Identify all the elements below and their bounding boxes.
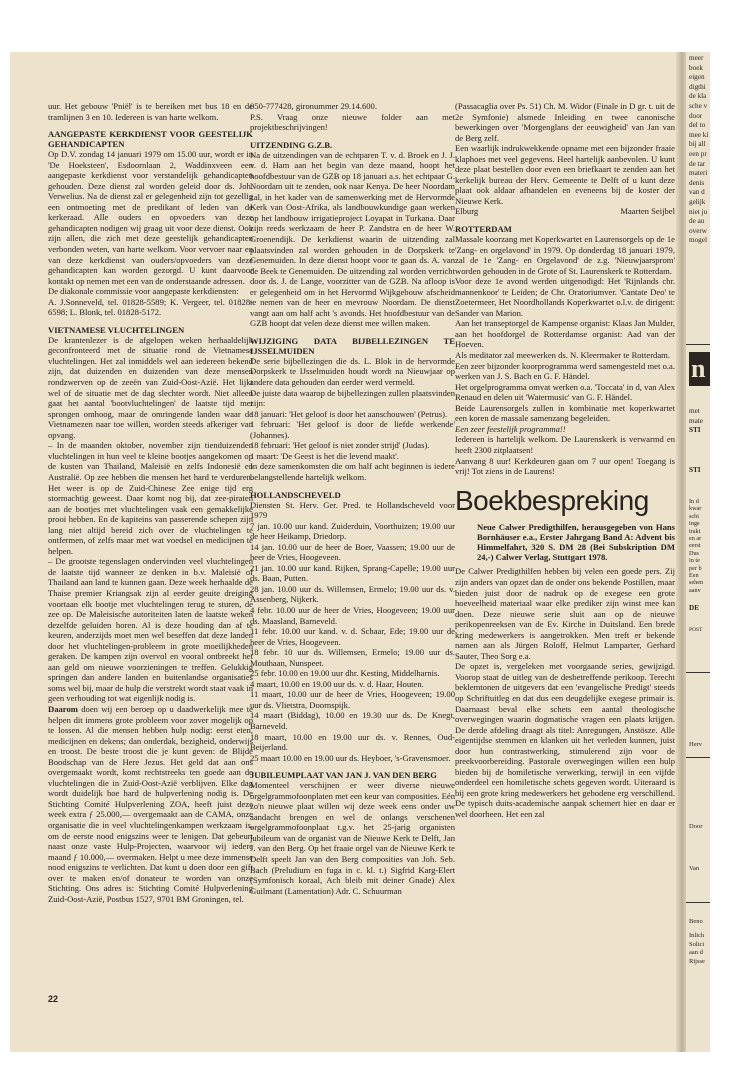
paragraph: Voor deze 1e avond werden uitgenodigd: Het 'Rijnlands chr. mannenkoor' te Leiden; de Chr. Oratoriumver. 'Cantate Deo' te Zoetermeer, Het Noordhollands Koperkwartet o.l.v. de dirigent: Sander van Marion.: [455, 276, 675, 318]
edge-ad-letter: n: [691, 354, 706, 383]
heading-uitzending-gzb: UITZENDING G.Z.B.: [250, 139, 333, 150]
edge-fragment: niet ju: [689, 207, 708, 216]
edge-ad-divider: [686, 344, 710, 345]
list-item: 1 maart: 'De Geest is het die levend maakt'.: [250, 450, 399, 461]
edge-fragment: schi: [689, 512, 699, 520]
edge-fragment: Inlich: [689, 932, 705, 940]
adjacent-page-edge: [686, 52, 710, 1052]
edge-text-block: [689, 54, 710, 246]
paragraph: – In de maanden oktober, november zijn tienduizenden vluchtelingen in hun veel te kleine bootjes aangekomen op de kusten van Thailand, Maleisië en zelfs Indonesië en Australië. Op zee hebben die mensen het hard te verduren. Het weer is op de Zuid-Chinese Zee enige tijd erg stormachtig geweest. Daar komt nog bij, dat zee-piraten aan de bootjes met vluchtelingen vaak een gemakkelijke prooi hebben. En de kapiteins van passerende schepen zijn lang niet altijd bereid zich over de vluchtelingen te ontfermen, of zelfs maar met wat voedsel en medicijnen te helpen.: [48, 440, 253, 556]
edge-fragment: de tar: [689, 159, 706, 168]
paragraph-text: doen wij een beroep op u daadwerkelijk mee te helpen dit immens grote probleem voor zover mogelijk op te lossen. Al die mensen hebben hulp nodig: eerst eten, medicijnen en dekens; dan onderdak, bezigheid, onderwijs en troost. De beste troost die je kunt geven: de Blijde Boodschap van de Here Jezus. Het geld dat aan ons overgemaakt wordt, komt rechtstreeks ten goede aan de vluchtelingen die in Zuid-Oost-Azië verblijven. Elke dag wordt duidelijk hoe hard de hulpverlening nodig is. De Stichting Comité Hulpverlening ZOA, heeft juist deze week extra ƒ 25.000,— overgemaakt aan de CAMA, onze organisatie die in veel vluchtelingenkampen werkzaam is, om de eerste nood enigszins weer te lenigen. Dat gebeurt naast onze vaste Hulp-Projecten, waarvoor wij iedere maand ƒ 10.000,— overmaken. Helpt u mee deze immense nood enigszins te verlichten. Dat kunt u doen door een gift over te maken en/of donateur te worden van onze Stichting. Ons adres is: Stichting Comité Hulpverlening Zuid-Oost-Azië, Postbus 1527, 9701 BM Groningen, tel.: [48, 703, 253, 904]
paragraph: De krantenlezer is de afgelopen weken herhaaldelijk geconfronteerd met de situatie rond de Vietnamese vluchtelingen. Het zal inmiddels wel aan iedereen bekend zijn, dat duizenden en duizenden van deze mensen rondzwerven op de zeeën van Zuid-Oost-Azië. Het lijkt wel of de situatie met de dag slechter wordt. Niet alleen gaat het aantal 'bootvluchtelingen' de laatste tijd met sprongen omhoog, maar de omringende landen waar de Vietnamezen naar toe willen, worden steeds afkeriger van opvang.: [48, 334, 253, 440]
paragraph: (Passacaglia over Ps. 51) Ch. M. Widor (Finale in D gr. t. uit de 2e Symfonie) alsmede Inleiding en twee canonische bewerkingen over 'Morgenglans der eeuwigheid' van Jan van de Berg zelf.: [455, 101, 675, 143]
paragraph: Diensten St. Herv. Ger. Pred. te Hollandscheveld voor 1979: [250, 499, 455, 521]
edge-fragment: eerst: [689, 542, 701, 550]
paragraph: Het orgelprogramma omvat werken o.a. 'Toccata' in d, van Alex Renaud en delen uit 'Watermusic' van G. F. Händel.: [455, 381, 675, 403]
paragraph: De juiste data waarop de bijbellezingen zullen plaatsvinden zijn:: [250, 387, 455, 409]
edge-ad-block: [689, 498, 710, 594]
edge-fragment: mate: [689, 416, 703, 425]
paragraph: Aanvang 8 uur! Kerkdeuren gaan om 7 uur open! Toegang is vrij! Tot ziens in de Laurens!: [455, 455, 675, 477]
heading-bijbellezingen: WIJZIGING DATA BIJBELLEZINGEN TE IJSSELMUIDEN: [250, 335, 455, 356]
paragraph: De opzet is, vergeleken met voorgaande series, gewijzigd. Voorop staat de uitleg van de desbetreffende perikoop. Terecht beklemtonen de uitgevers dat een 'evangelische Predigt' steeds op Schriftuitleg en dat dus een deugdelijke exegese primair is. Daarnaast beval elke schets een aantal theologische overwegingen waarin dogmatische vragen een plaats krijgen. De derde afdeling draagt als titel: Anregungen, Anstösze. Alle eigentijdse stemmen en klanken uit het verleden kunnen, juist door hun contrastwerking, stimulerend zijn voor de preekvoorbereiding. Pastorale overwegingen willen een hulp bieden bij de homiletische verwerking, terwijl in een vijfde onderdeel een homiletische schets gegeven wordt. Uiteraard is bij een grote kring medewerkers het gebodene erg verschillend. De typisch duits-academische aanpak schemert hier en daar er wel doorheen. Het een zal: [455, 661, 675, 819]
edge-fragment: materi: [689, 169, 708, 178]
edge-fragment: van d: [689, 188, 705, 197]
paragraph: Momenteel verschijnen er weer diverse nieuwe orgelgrammofoonplaten met een keur van composities. Eén zo'n nieuwe plaat willen wij deze week eens onder uw aandacht brengen en wel de onlangs verschenen orgelgrammofoonplaat t.g.v. het 25-jarig organisten jubileum van de organist van de Nieuwe Kerk te Delft, Jan J. van den Berg. Op het fraaie orgel van de Nieuwe Kerk te Delft speelt Jan van den Berg composities van Joh. Seb. Bach (Preludium en fuga in c. kl. t.) Sigfrid Karg-Elert (Symfonisch koraal, Ach bleib mit deiner Gnade) Alex Guilmant (Lamentation) Adr. C. Schuurman: [250, 780, 455, 896]
paragraph: A. J.Sonneveld, tel. 01828-5589; K. Vergeer, tel. 01828-6598; L. Blonk, tel. 01828-5172.: [48, 296, 253, 318]
edge-fragment: Solici: [689, 940, 705, 948]
edge-ad-block: [689, 918, 710, 966]
paragraph: Een zeer feestelijk programma!!: [455, 423, 566, 434]
intro-paragraph: uur. Het gebouw 'Pniël' is te bereiken met bus 18 en de tramlijnen 3 en 10. Iedereen is van harte welkom.: [48, 101, 253, 122]
lead-word: Daarom: [48, 703, 78, 714]
edge-fragment: meer: [689, 54, 704, 62]
column-left: [48, 101, 253, 1029]
section-title-boekbespreking: Boekbespreking: [455, 484, 649, 516]
edge-ad-block: [689, 626, 710, 636]
heading-rotterdam: ROTTERDAM: [455, 224, 512, 235]
edge-fragment: del to: [689, 121, 706, 130]
edge-ad-divider: [686, 902, 710, 903]
paragraph: Als meditator zal meewerken ds. N. Kleermaker te Rotterdam.: [455, 350, 671, 361]
edge-fragment: inge: [689, 520, 700, 528]
list-item: 18 febr. 10 uur ds. Willemsen, Ermelo; 19.00 uur ds. Mouthaan, Nunspeet.: [250, 647, 455, 668]
edge-fragment: gelijk: [689, 197, 706, 206]
edge-fragment: boek: [689, 63, 703, 72]
paragraph: Op D.V. zondag 14 januari 1979 om 15.00 uur, wordt er in 'De Hoeksteen', Esdoornlaan 2, Waddinxveen een aangepaste kerkdienst voor verstandelijk gehandicapten gehouden. Deze dienst zal worden geleid door ds. Joh. Verwelius. Na de dienst zal er gelegenheid zijn tot gezellig een ontmoeting met de predikant of leden van de kerkeraad. Alle ouders en opvoeders van deze gehandicapten nodigen wij graag uit voor deze dienst. Ook zijn allen, die zich met deze geestelijk gehandicapten verbonden weten, van harte welkom. Voor vervoer naar en van deze kerkdienst van ouders/opvoeders van deze gehandicapten kan worden gezorgd. U kunt daarvoor kontakt op nemen met een van de onderstaande adressen.: [48, 149, 253, 286]
edge-fragment: en ar: [689, 535, 702, 543]
paragraph: 050-777428, gironummer 29.14.600.: [250, 101, 377, 111]
list-item: 18 maart, 10.00 en 19.00 uur ds. v. Rennes, Oud-Beijerland.: [250, 731, 455, 753]
edge-fragment: een pr: [689, 149, 707, 158]
edge-fragment: overw: [689, 226, 707, 235]
paragraph: Een waarlijk indrukwekkende opname met een bijzonder fraaie klaphoes met veel gegevens. Heel hartelijk aanbevolen. U kunt deze plaat bestellen door even een briefkaart te zenden aan het kerkelijk bureau der Herv. Gemeente te Delft of u kunt deze plaat ook aldaar afhandelen en eveneens bij de koster der Nieuwe Kerk.: [455, 143, 675, 206]
paragraph: – De grootste tegenslagen ondervinden veel vluchtelingen de laatste tijd wanneer ze denken in b.v. Maleisië of Thailand aan land te kunnen gaan. Deze week herhaalde de Thaise premier Kriangsak zijn al eerder geuite dreiging voortaan elk bootje met vluchtelingen terug te sturen, de zee op. De Maleisische autoriteiten laten de laatste weken dezelfde geluiden horen. Al is deze houding dan af te keuren, anderzijds moet men wel beseffen dat deze landen door het vluchtelingen-probleem in grote moeilijkheden geraken. De kampen zijn overvol en vooral ontbreekt het aan geld om nieuwe voorzieningen te treffen. Gelukkig springen dan andere landen en buitenlandse organisaties soms wel bij, maar de hulp die verstrekt wordt staat vaak in geen verhouding tot wat eigenlijk nodig is.: [48, 556, 253, 704]
paragraph: Aan het transeptorgel de Kampense organist: Klaas Jan Mulder, aan het hoofdorgel de Rotterdamse organist: Aad van der Hoeven.: [455, 318, 675, 350]
edge-fragment: Een: [689, 572, 699, 580]
list-item: 7 jan. 10.00 uur kand. Zuiderduin, Voorthuizen; 19.00 uur de heer Heikamp, Driedorp.: [250, 520, 455, 542]
edge-fragment: STI: [689, 466, 701, 474]
paragraph: Iedereen is hartelijk welkom. De Laurenskerk is verwarmd en heeft 2300 zitplaatsen!: [455, 434, 675, 455]
edge-fragment: Herv: [689, 741, 702, 748]
list-item: 4 febr. 10.00 uur de heer de Vries, Hoogeveen; 19.00 uur ds. Maasland, Barneveld.: [250, 604, 455, 626]
list-item: 11 maart, 10.00 uur de heer de Vries, Hoogeveen; 19.00 uur ds. Vlietstra, Doornspijk.: [250, 689, 455, 710]
heading-vietnamese-vluchtelingen: VIETNAMESE VLUCHTELINGEN: [48, 324, 185, 335]
heading-jubileumplaat: JUBILEUMPLAAT VAN JAN J. VAN DEN BERG: [250, 770, 437, 781]
edge-fragment: Dus: [689, 549, 699, 557]
edge-fragment: met: [689, 407, 700, 415]
edge-ad-logo: [689, 352, 710, 386]
edge-ad-divider: [686, 757, 710, 758]
edge-fragment: per b: [689, 564, 702, 572]
edge-fragment: de au: [689, 217, 705, 226]
edge-ad-divider: [686, 672, 710, 673]
list-item: 14 maart (Biddag), 10.00 en 19.30 uur ds. De Knegt, Barneveld.: [250, 710, 455, 731]
list-item: 21 jan. 10.00 uur kand. Rijken, Sprang-Capelle; 19.00 uur ds. Baan, Putten.: [250, 562, 455, 584]
list-item: 1 februari: 'Het geloof is door de liefde werkende' (Johannes).: [250, 419, 455, 440]
edge-fragment: POST: [689, 627, 703, 633]
edge-fragment: in te: [689, 557, 700, 565]
paragraph: De diakonale commissie voor aangepaste kerkdiensten:: [48, 286, 239, 297]
edge-ad-block: [689, 604, 710, 614]
edge-fragment: bij all: [689, 140, 706, 149]
edge-fragment: Van: [689, 865, 700, 872]
signature-place: Elburg: [455, 206, 479, 217]
paragraph: De serie bijbellezingen die ds. L. Blok in de hervormde Dorpskerk te IJsselmuiden houdt wordt na Nieuwjaar op andere data gehouden dan eerder werd vermeld.: [250, 355, 455, 388]
signature-line: [455, 206, 675, 217]
edge-fragment: aan d: [689, 949, 703, 957]
column-middle: [250, 101, 455, 1029]
paragraph: Na de uitzendingen van de echtparen T. v. d. Broek en J. J. v. d. Ham aan het begin van deze maand, hoopt het hoofdbestuur van de GZB op 18 januari a.s. het echtpaar G. Noordam uit te zenden, ook naar Kenya. De heer Noordam zal, in het kader van de samenwerking met de Hervormde Kerk van Oost-Afrika, als landbouwkundige gaan werken op het landbouw irrigatieproject Loyapat in Turkana. Daar zijn reeds werkzaam de heer P. Zandstra en de heer W. Groenendijk. De kerkdienst waarin de uitzending zal plaatsvinden zal worden gehouden in de Dorpskerk te Genemuiden. In deze dienst hoopt voor te gaan ds. A. van de Beek te Genemuiden. De uitzending zal worden verricht door ds. J. de Lange, voorzitter van de GZB. Na afloop is er gelegenheid om in het Hervormd Wijkgebouw afscheid te nemen van de heer en mevrouw Noordam. De dienst vangt aan om half acht 's avonds. Het hoofdbestuur van de GZB hoopt dat velen deze dienst mee willen maken.: [250, 149, 455, 329]
paragraph: Beide Laurensorgels zullen in kombinatie met koperkwartet een koren de massale samenzang begeleiden.: [455, 402, 675, 424]
page-gutter: [676, 52, 686, 1052]
edge-fragment: mogel: [689, 236, 707, 245]
edge-ad-block: [689, 822, 710, 832]
list-item: 28 jan. 10.00 uur ds. Willemsen, Ermelo; 19.00 uur ds. v. Assenberg, Nijkerk.: [250, 583, 455, 605]
book-title: Neue Calwer Predigthilfen, herausgegeben von Hans Bornhäuser e.a., Erster Jahrgang Band A: Advent bis Himmelfahrt, 320 S. DM 28 (Bei Subskription DM 24,-) Calwer Verlag, Stuttgart 1978.: [477, 521, 675, 563]
edge-ad-block: [689, 407, 710, 436]
edge-fragment: trakt: [689, 527, 701, 535]
newspaper-page: [10, 52, 710, 1052]
signature-name: Maarten Seijbel: [620, 206, 675, 217]
edge-fragment: eigen: [689, 73, 705, 82]
list-item: 18 januari: 'Het geloof is door het aanschouwen' (Petrus).: [250, 408, 448, 419]
list-item: 25 maart 10.00 en 19.00 uur ds. Heyboer, 's-Gravensmoer.: [250, 752, 451, 763]
paragraph: [48, 704, 253, 904]
edge-fragment: In d: [689, 498, 699, 505]
paragraph: Een zeer bijzonder koorprogramma werd samengesteld met o.a. werken van J. S. Bach en G. F. Händel.: [455, 360, 675, 382]
edge-fragment: STI: [689, 426, 701, 435]
paragraph: P.S. Vraag onze nieuwe folder aan met projektbeschrijvingen!: [250, 111, 455, 133]
edge-fragment: Door: [689, 823, 703, 830]
edge-ad-block: [689, 466, 710, 476]
paragraph: De Calwer Predigthilfen hebben bij velen een goede pers. Zij zijn anders van opzet dan de onder ons bekende Postillen, maar bieden juist door de nadruk op de exegese een grote hoeveelheid materiaal waar elke prediker zijn winst mee kan doen. Deze nieuwe serie sluit aan op de nieuwe perikopenreeksen van de Ev. Kirche in Duitsland. Een brede kring medewerkers is aangetrokken. Men treft er bekende namen aan als Jürgen Roloff, Helmut Lamparter, Gerhard Sauter, Theo Sorg e.a.: [455, 566, 675, 661]
list-item: 14 jan. 10.00 uur de heer de Boer, Vaassen; 19.00 uur de heer de Vries, Hoogeveen.: [250, 541, 455, 563]
edge-ad-block: [689, 740, 710, 750]
edge-fragment: denis: [689, 178, 705, 187]
edge-fragment: sche v: [689, 101, 708, 110]
page-number: 22: [48, 994, 59, 1004]
edge-fragment: aanv: [689, 586, 701, 594]
paragraph: Massale koorzang met Koperkwartet en Laurensorgels op de 1e 'Zang- en orgelavond' in 1979. Op donderdag 18 januari 1979, zal de 1e 'Zang- en Orgelavond' de z.g. 'Nieuwjaarsprom' worden gehouden in de Grote of St. Laurenskerk te Rotterdam.: [455, 234, 675, 276]
heading-aangepaste-kerkdienst: AANGEPASTE KERKDIENST VOOR GEESTELIJK GEHANDICAPTEN: [48, 129, 253, 150]
heading-hollandscheveld: HOLLANDSCHEVELD: [250, 489, 341, 500]
edge-fragment: Beno: [689, 918, 703, 925]
paragraph: In deze samenkomsten die om half acht beginnen is iedere belangstellende hartelijk welkom.: [250, 461, 455, 482]
column-right: [455, 101, 675, 1029]
edge-fragment: kwar: [689, 505, 702, 513]
edge-fragment: DE: [689, 604, 699, 612]
list-item: 18 februari: 'Het geloof is niet zonder strijd' (Judas).: [250, 440, 430, 451]
edge-ad-block: [689, 864, 710, 874]
edge-fragment: de kla: [689, 92, 707, 101]
list-item: 11 febr. 10.00 uur kand. v. d. Schaar, Ede; 19.00 uur de heer de Vries, Hoogeveen.: [250, 626, 455, 647]
edge-fragment: door: [689, 111, 703, 120]
edge-fragment: Rijsse: [689, 957, 705, 965]
list-item: 25 febr. 10.00 en 19.00 uur dhr. Kesting, Middelharnis.: [250, 668, 440, 679]
edge-fragment: mee ki: [689, 130, 709, 139]
list-item: 4 maart, 10.00 en 19.00 uur ds. v. d. Haar, Houten.: [250, 678, 424, 689]
edge-fragment: digthi: [689, 82, 706, 91]
edge-fragment: sehen: [689, 579, 704, 587]
